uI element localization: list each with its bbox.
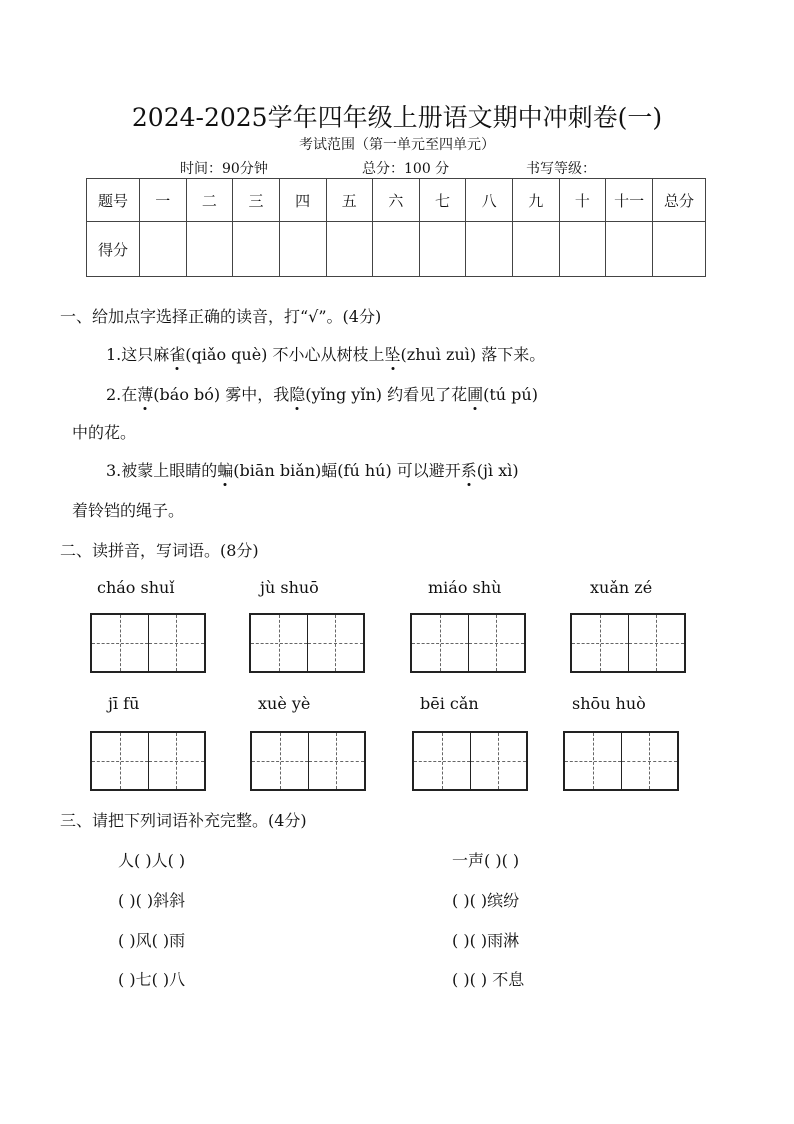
dotted-character: 雀 — [169, 345, 186, 364]
score-entry-cell[interactable] — [233, 222, 280, 277]
table-cell: 八 — [466, 179, 513, 222]
question-1-line-1 — [106, 342, 545, 365]
score-entry-cell[interactable] — [419, 222, 466, 277]
exam-time: 时间：90分钟 — [180, 161, 268, 177]
score-table-score-row — [87, 222, 706, 277]
pinyin-label: bēi cǎn — [420, 694, 479, 713]
section-3-heading: 三、请把下列词语补充完整。(4分) — [60, 811, 307, 830]
score-entry-cell[interactable] — [279, 222, 326, 277]
question-1-line-3-cont: 着铃铛的绳子。 — [72, 501, 185, 520]
question-text: 3.被蒙上眼睛的 — [106, 461, 218, 480]
writing-grid[interactable] — [570, 613, 686, 673]
dotted-character: 圃 — [467, 385, 484, 404]
table-cell: 十一 — [606, 179, 653, 222]
idiom-fill-item[interactable]: ( )( ) 不息 — [452, 970, 525, 989]
dotted-character: 隐 — [289, 385, 306, 404]
table-cell: 题号 — [87, 179, 140, 222]
dotted-character: 薄 — [137, 385, 154, 404]
score-entry-cell[interactable] — [559, 222, 606, 277]
exam-total-score: 总分：100 分 — [362, 161, 450, 177]
pinyin-label: jù shuō — [260, 578, 319, 597]
exam-scope: 考试范围（第一单元至四单元） — [299, 137, 495, 153]
table-cell: 九 — [513, 179, 560, 222]
question-text[interactable]: (qiǎo què) 不小心从树枝上 — [185, 345, 385, 364]
question-text[interactable]: (yǐng yǐn) 约看见了花 — [305, 385, 468, 404]
pinyin-label: miáo shù — [428, 578, 502, 597]
idiom-fill-item[interactable]: ( )( )斜斜 — [118, 891, 186, 910]
score-entry-cell[interactable] — [186, 222, 233, 277]
writing-grid[interactable] — [249, 613, 365, 673]
writing-grid[interactable] — [90, 731, 206, 791]
pinyin-label: jī fū — [108, 694, 140, 713]
question-text[interactable]: (báo bó) 雾中，我 — [153, 385, 290, 404]
section-1-heading: 一、给加点字选择正确的读音，打“√”。(4分) — [60, 307, 382, 326]
idiom-fill-item[interactable]: ( )风( )雨 — [118, 931, 186, 950]
table-cell: 得分 — [87, 222, 140, 277]
table-cell: 六 — [373, 179, 420, 222]
idiom-fill-item[interactable]: ( )( )缤纷 — [452, 891, 520, 910]
question-1-line-2 — [106, 382, 538, 405]
score-entry-cell[interactable] — [140, 222, 187, 277]
score-entry-cell[interactable] — [653, 222, 706, 277]
writing-grid[interactable] — [563, 731, 679, 791]
table-cell: 四 — [279, 179, 326, 222]
section-2-heading: 二、读拼音，写词语。(8分) — [60, 541, 259, 560]
question-text[interactable]: (jì xì) — [476, 461, 519, 480]
table-cell: 十 — [559, 179, 606, 222]
score-entry-cell[interactable] — [326, 222, 373, 277]
score-entry-cell[interactable] — [513, 222, 560, 277]
table-cell: 一 — [140, 179, 187, 222]
dotted-character: 系 — [460, 461, 477, 480]
pinyin-label: xuè yè — [258, 694, 311, 713]
question-text: 1.这只麻 — [106, 345, 170, 364]
idiom-fill-item[interactable]: ( )七( )八 — [118, 970, 186, 989]
table-cell: 七 — [419, 179, 466, 222]
writing-grid[interactable] — [250, 731, 366, 791]
writing-grid[interactable] — [412, 731, 528, 791]
dotted-character: 坠 — [384, 345, 401, 364]
dotted-character: 蝙 — [217, 461, 234, 480]
table-cell: 总分 — [653, 179, 706, 222]
question-text: 2.在 — [106, 385, 138, 404]
score-table — [86, 178, 706, 277]
writing-grid[interactable] — [410, 613, 526, 673]
table-cell: 二 — [186, 179, 233, 222]
pinyin-label: shōu huò — [572, 694, 646, 713]
score-entry-cell[interactable] — [466, 222, 513, 277]
pinyin-label: cháo shuǐ — [97, 578, 175, 597]
question-text[interactable]: (tú pú) — [483, 385, 538, 404]
question-text[interactable]: (biān biǎn)蝠(fú hú) 可以避开 — [233, 461, 461, 480]
table-cell: 五 — [326, 179, 373, 222]
idiom-fill-item[interactable]: ( )( )雨淋 — [452, 931, 520, 950]
pinyin-label: xuǎn zé — [590, 578, 653, 597]
score-entry-cell[interactable] — [606, 222, 653, 277]
page-title: 2024-2025学年四年级上册语文期中冲刺卷(一) — [131, 103, 663, 132]
score-table-header-row — [87, 179, 706, 222]
question-1-line-3 — [106, 458, 519, 481]
handwriting-grade: 书写等级： — [526, 161, 596, 177]
idiom-fill-item[interactable]: 人( )人( ) — [118, 851, 186, 870]
question-1-line-2-cont: 中的花。 — [72, 423, 137, 442]
idiom-fill-item[interactable]: 一声( )( ) — [452, 851, 520, 870]
table-cell: 三 — [233, 179, 280, 222]
question-text[interactable]: (zhuì zuì) 落下来。 — [400, 345, 546, 364]
score-entry-cell[interactable] — [373, 222, 420, 277]
writing-grid[interactable] — [90, 613, 206, 673]
